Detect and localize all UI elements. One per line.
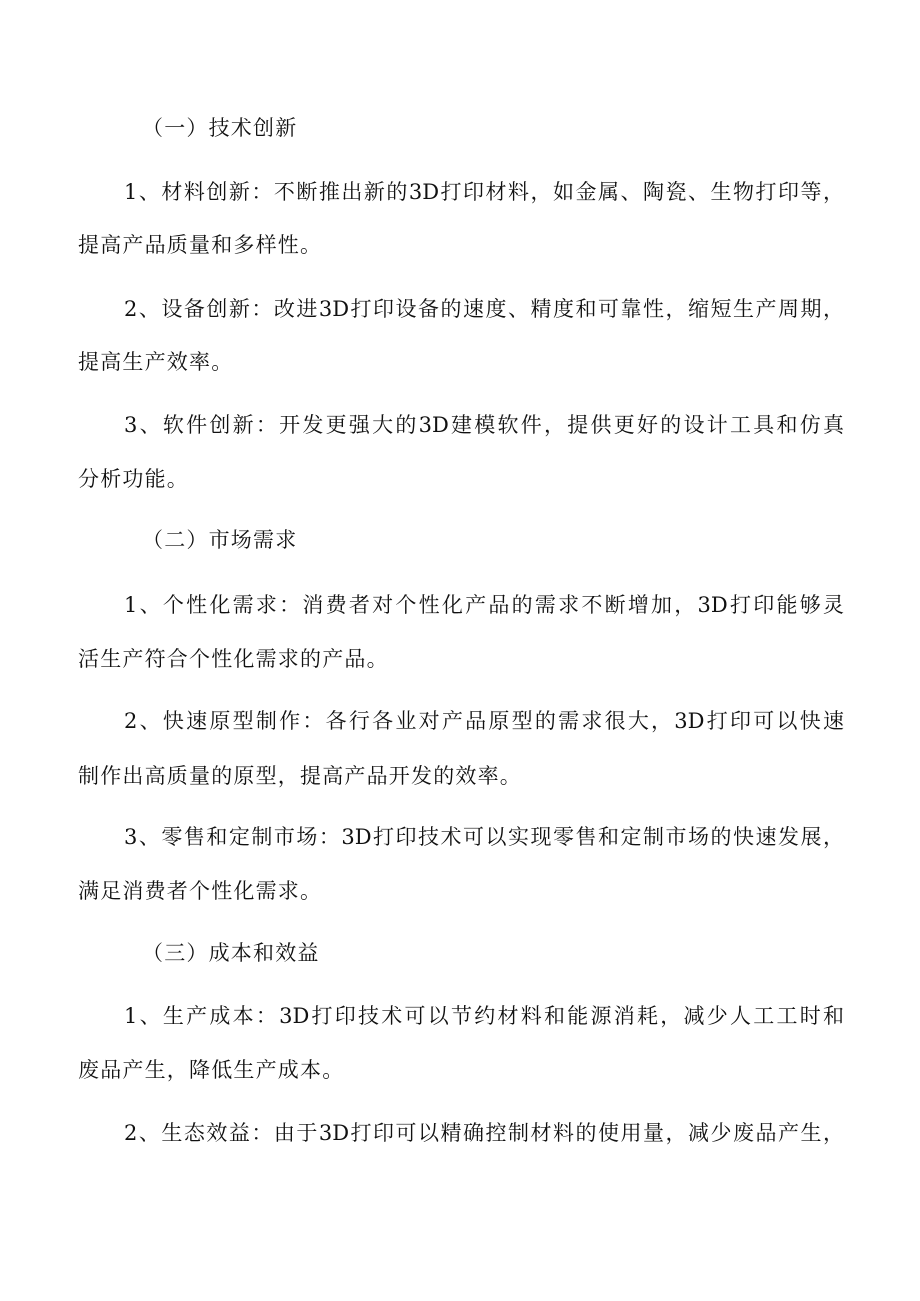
paragraph-line: 满足消费者个性化需求。: [78, 879, 323, 903]
paragraph-line: 活生产符合个性化需求的产品。: [78, 647, 389, 671]
paragraph-line: 3、零售和定制市场：3D打印技术可以实现零售和定制市场的快速发展，: [124, 825, 844, 849]
paragraph-line: 2、快速原型制作：各行各业对产品原型的需求很大，3D打印可以快速: [124, 709, 844, 733]
paragraph-line: 1、材料创新：不断推出新的3D打印材料，如金属、陶瓷、生物打印等，: [124, 180, 844, 204]
paragraph-line: 废品产生，降低生产成本。: [78, 1058, 345, 1082]
paragraph-line: 分析功能。: [78, 467, 189, 491]
section-heading: （三）成本和效益: [142, 941, 320, 965]
paragraph-line: 2、设备创新：改进3D打印设备的速度、精度和可靠性，缩短生产周期，: [124, 297, 844, 321]
paragraph-line: 提高产品质量和多样性。: [78, 233, 323, 257]
paragraph-line: 2、生态效益：由于3D打印可以精确控制材料的使用量，减少废品产生，: [124, 1121, 844, 1145]
paragraph-line: 1、个性化需求：消费者对个性化产品的需求不断增加，3D打印能够灵: [124, 593, 844, 617]
paragraph-line: 3、软件创新：开发更强大的3D建模软件，提供更好的设计工具和仿真: [124, 413, 844, 437]
paragraph-line: 制作出高质量的原型，提高产品开发的效率。: [78, 764, 522, 788]
paragraph-line: 1、生产成本：3D打印技术可以节约材料和能源消耗，减少人工工时和: [124, 1004, 844, 1028]
paragraph-line: 提高生产效率。: [78, 350, 234, 374]
section-heading: （二）市场需求: [142, 528, 298, 552]
section-heading: （一）技术创新: [142, 116, 298, 140]
